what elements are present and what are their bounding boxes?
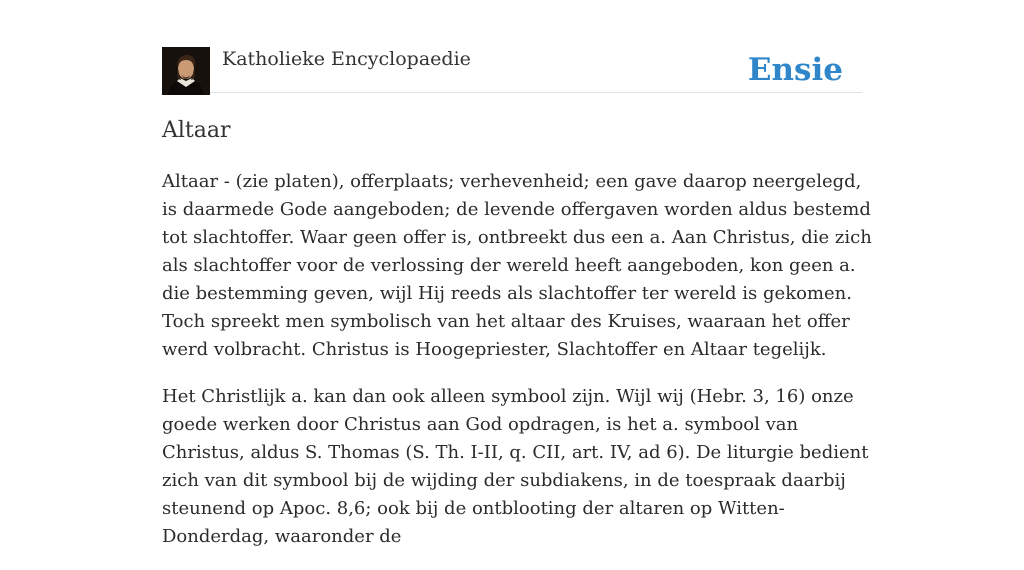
site-header: [162, 44, 862, 93]
publication-avatar[interactable]: [162, 47, 210, 95]
article-paragraph: Altaar - (zie platen), offerplaats; verhevenheid; een gave daarop neergelegd, is daarmede Gode aangeboden; de levende offergaven worden aldus bestemd tot slachtoffer. Waar geen offer is, ontbreekt dus een a. Aan Christus, die zich als slachtoffer voor de verlossing der wereld heeft aangeboden, kon geen a. die bestemming geven, wijl Hij reeds als slachtoffer ter wereld is gekomen. Toch spreekt men symbolisch van het altaar des Kruises, waaraan het offer werd volbracht. Christus is Hoogepriester, Slachtoffer en Altaar tegelijk.: [162, 171, 872, 360]
article-title: Altaar: [162, 118, 231, 143]
portrait-avatar-icon: [162, 47, 210, 95]
article-paragraph: Het Christlijk a. kan dan ook alleen symbool zijn. Wijl wij (Hebr. 3, 16) onze goede werken door Christus aan God opdragen, is het a. symbool van Christus, aldus S. Thomas (S. Th. I-II, q. CII, art. IV, ad 6). De liturgie bedient zich van dit symbool bij de wijding der subdiakens, in de toespraak daarbij steunend op Apoc. 8,6; ook bij de ontblooting der altaren op Witten-Donderdag, waaronder de: [162, 386, 869, 547]
article-body: [162, 168, 872, 570]
ensie-logo-link[interactable]: Ensie: [747, 52, 843, 88]
publication-name[interactable]: Katholieke Encyclopaedie: [222, 48, 471, 70]
